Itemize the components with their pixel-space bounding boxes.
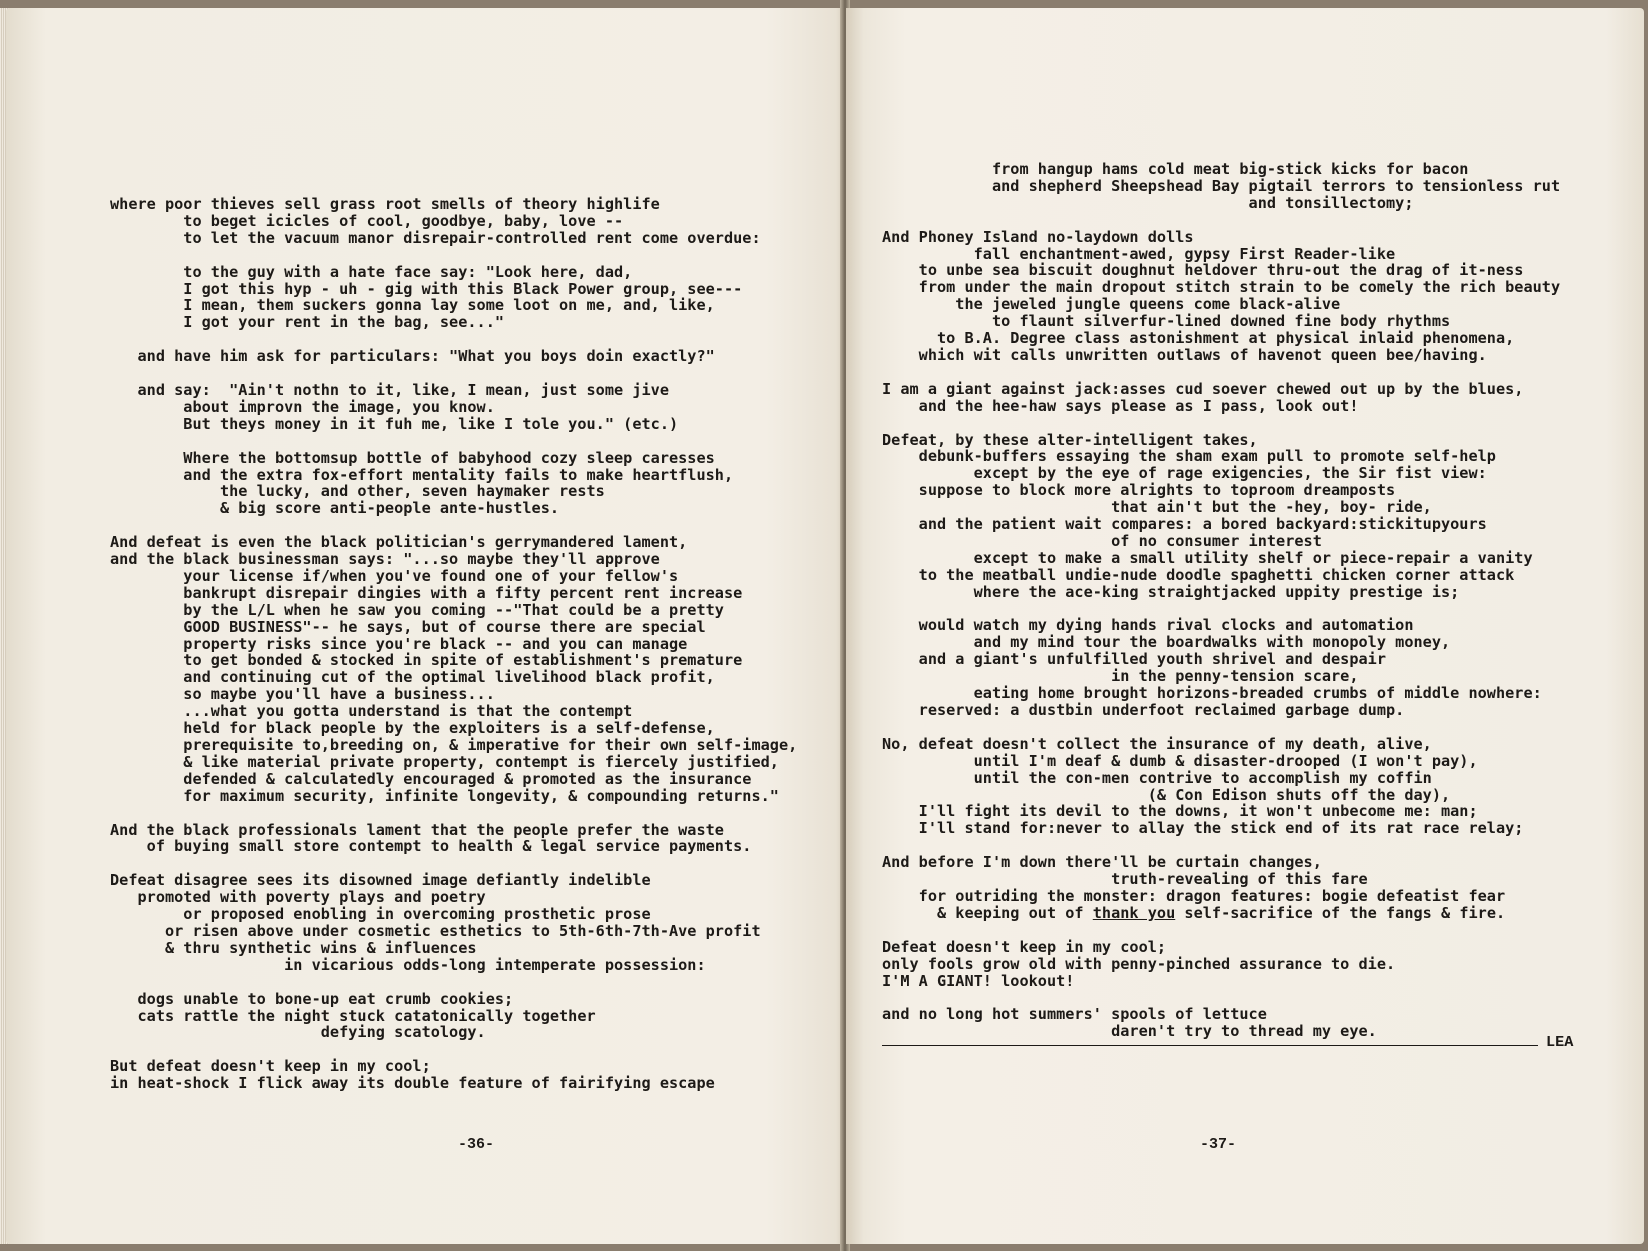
text-line: cats rattle the night stuck catatonically together (110, 1006, 596, 1025)
right-page-number: -37- (1200, 1136, 1237, 1153)
text-line (110, 331, 797, 348)
text-line: from under the main dropout stitch strain to be comely the rich beauty (882, 278, 1561, 297)
text-line: debunk-buffers essaying the sham exam pull to promote self-help (882, 447, 1496, 466)
text-line: I'M A GIANT! lookout! (882, 971, 1075, 990)
text-line: or proposed enobling in overcoming prosthetic prose (110, 905, 651, 924)
text-line (110, 517, 797, 534)
text-line (110, 855, 797, 872)
left-page (6, 8, 844, 1244)
text-line (882, 719, 1560, 736)
text-line: fall enchantment-awed, gypsy First Reader-like (882, 244, 1396, 263)
text-line: would watch my dying hands rival clocks and automation (882, 616, 1414, 635)
text-line: I got your rent in the bag, see..." (110, 313, 505, 332)
text-line: and a giant's unfulfilled youth shrivel and despair (882, 650, 1386, 669)
text-line: dogs unable to bone-up eat crumb cookies; (110, 989, 514, 1008)
text-line: defended & calculatedly encouraged & promoted as the insurance (110, 769, 752, 788)
text-line: or risen above under cosmetic esthetics to 5th-6th-7th-Ave profit (110, 921, 761, 940)
text-line (882, 989, 1560, 1006)
text-line: only fools grow old with penny-pinched assurance to die. (882, 954, 1396, 973)
text-line: in the penny-tension scare, (882, 667, 1359, 686)
text-line: And the black professionals lament that the people prefer the waste (110, 820, 724, 839)
text-line: about improvn the image, you know. (110, 397, 495, 416)
text-line: I'll fight its devil to the downs, it won't unbecome me: man; (882, 802, 1478, 821)
text-line: held for black people by the exploiters is a self-defense, (110, 719, 715, 738)
text-line: property risks since you're black -- and you can manage (110, 634, 688, 653)
text-line: your license if/when you've found one of your fellow's (110, 566, 679, 585)
text-line: daren't try to thread my eye. (882, 1022, 1377, 1041)
text-line: and shepherd Sheepshead Bay pigtail terrors to tensionless rut (882, 176, 1561, 195)
right-page (846, 8, 1644, 1244)
text-line: GOOD BUSINESS"-- he says, but of course there are special (110, 617, 706, 636)
text-line: bankrupt disrepair dingies with a fifty percent rent increase (110, 583, 743, 602)
text-line: Defeat disagree sees its disowned image defiantly indelible (110, 871, 651, 890)
text-line: reserved: a dustbin underfoot reclaimed garbage dump. (882, 701, 1405, 719)
text-line: to flaunt silverfur-lined downed fine body rhythms (882, 312, 1451, 331)
text-line: except by the eye of rage exigencies, the Sir fist view: (882, 464, 1487, 483)
text-line: where the ace-king straightjacked uppity prestige is; (882, 582, 1460, 601)
text-line: I got this hyp - uh - gig with this Black Power group, see--- (110, 279, 743, 298)
text-line (882, 922, 1560, 939)
text-line: I mean, them suckers gonna lay some loot on me, and, like, (110, 296, 715, 315)
text-line: where poor thieves sell grass root smells of theory highlife (110, 195, 660, 213)
text-line: And before I'm down there'll be curtain changes, (882, 853, 1322, 872)
text-line: to the meatball undie-nude doodle spaghetti chicken corner attack (882, 565, 1515, 584)
text-line: and have him ask for particulars: "What you boys doin exactly?" (110, 347, 715, 366)
text-line: promoted with poverty plays and poetry (110, 888, 486, 907)
text-line: for outriding the monster: dragon features: bogie defeatist fear (882, 886, 1506, 905)
text-line: and the patient wait compares: a bored backyard:stickitupyours (882, 515, 1487, 534)
text-line: eating home brought horizons-breaded crumbs of middle nowhere: (882, 684, 1542, 703)
text-line: and the black businessman says: "...so maybe they'll approve (110, 550, 660, 569)
left-page-text (110, 196, 797, 1092)
text-line: (& Con Edison shuts off the day), (882, 785, 1451, 804)
text-line: by the L/L when he saw you coming --"That could be a pretty (110, 600, 724, 619)
text-line (110, 1041, 797, 1058)
text-line: until the con-men contrive to accomplish my coffin (882, 768, 1432, 787)
text-line (882, 905, 1560, 922)
text-line: & thru synthetic wins & influences (110, 938, 477, 957)
left-page-number: -36- (458, 1136, 495, 1153)
text-line (882, 415, 1560, 432)
text-line: of no consumer interest (882, 531, 1322, 550)
text-line: and my mind tour the boardwalks with monopoly money, (882, 633, 1451, 652)
text-line: to unbe sea biscuit doughnut heldover thru-out the drag of it-ness (882, 261, 1524, 280)
text-line: and the extra fox-effort mentality fails to make heartflush, (110, 465, 734, 484)
text-line: truth-revealing of this fare (882, 870, 1368, 889)
text-line: Defeat doesn't keep in my cool; (882, 937, 1167, 956)
text-line (110, 805, 797, 822)
text-line: ...what you gotta understand is that the contempt (110, 702, 633, 721)
text-line: No, defeat doesn't collect the insurance of my death, alive, (882, 734, 1432, 753)
text-line: to let the vacuum manor disrepair-controlled rent come overdue: (110, 228, 761, 247)
text-line: of buying small store contempt to health & legal service payments. (110, 837, 752, 856)
right-page-text (882, 161, 1560, 1040)
text-line: & like material private property, contempt is fiercely justified, (110, 752, 779, 771)
text-line: that ain't but the -hey, boy- ride, (882, 498, 1432, 517)
text-line: Defeat, by these alter-intelligent takes, (882, 430, 1258, 449)
text-line: But defeat doesn't keep in my cool; (110, 1057, 431, 1076)
text-line: And defeat is even the black politician's gerrymandered lament, (110, 533, 688, 552)
text-line: and tonsillectomy; (882, 193, 1414, 212)
text-line: the jeweled jungle queens come black-alive (882, 295, 1341, 314)
text-line: the lucky, and other, seven haymaker rests (110, 482, 605, 501)
text-line: which wit calls unwritten outlaws of havenot queen bee/having. (882, 345, 1487, 364)
text-line: to B.A. Degree class astonishment at physical inlaid phenomena, (882, 329, 1515, 348)
text-line: And Phoney Island no-laydown dolls (882, 227, 1194, 246)
text-line: except to make a small utility shelf or piece-repair a vanity (882, 548, 1533, 567)
text-line-part: self-sacrifice of the fangs & fire. (1175, 903, 1506, 922)
text-line: and the hee-haw says please as I pass, look out! (882, 396, 1359, 415)
text-line: defying scatology. (110, 1023, 486, 1042)
text-line (882, 601, 1560, 618)
text-line: I am a giant against jack:asses cud soever chewed out up by the blues, (882, 379, 1524, 398)
underlined-phrase: thank you (1092, 903, 1176, 922)
text-line: I'll stand for:never to allay the stick end of its rat race relay; (882, 819, 1524, 838)
text-line: and say: "Ain't nothn to it, like, I mean, just some jive (110, 380, 669, 399)
text-line: to the guy with a hate face say: "Look here, dad, (110, 262, 633, 281)
text-line (882, 364, 1560, 381)
author-signature: LEA (1546, 1033, 1574, 1051)
text-line (882, 837, 1560, 854)
text-line: Where the bottomsup bottle of babyhood cozy sleep caresses (110, 448, 715, 467)
text-line (110, 365, 797, 382)
text-line-part: & keeping out of (882, 903, 1093, 922)
text-line: and no long hot summers' spools of lettuce (882, 1005, 1267, 1024)
text-line: prerequisite to,breeding on, & imperative for their own self-image, (110, 736, 798, 754)
text-line: for maximum security, infinite longevity, & compounding returns." (110, 786, 779, 805)
text-line: so maybe you'll have a business... (110, 685, 495, 704)
text-line (110, 974, 797, 991)
text-line: and continuing cut of the optimal livelihood black profit, (110, 668, 715, 687)
text-line: in vicarious odds-long intemperate possession: (110, 955, 706, 974)
text-line: But theys money in it fuh me, like I tole you." (etc.) (110, 414, 679, 433)
text-line (110, 433, 797, 450)
text-line: suppose to block more alrights to toproom dreamposts (882, 481, 1396, 500)
text-line: to get bonded & stocked in spite of establishment's premature (110, 651, 743, 670)
signature-rule (882, 1045, 1538, 1046)
text-line: in heat-shock I flick away its double feature of fairifying escape (110, 1074, 715, 1093)
text-line: from hangup hams cold meat big-stick kicks for bacon (882, 160, 1469, 178)
text-line: to beget icicles of cool, goodbye, baby, love -- (110, 211, 624, 230)
text-line: until I'm deaf & dumb & disaster-drooped (I won't pay), (882, 751, 1478, 770)
text-line (882, 212, 1560, 229)
text-line (110, 247, 797, 264)
text-line: & big score anti-people ante-hustles. (110, 499, 560, 518)
